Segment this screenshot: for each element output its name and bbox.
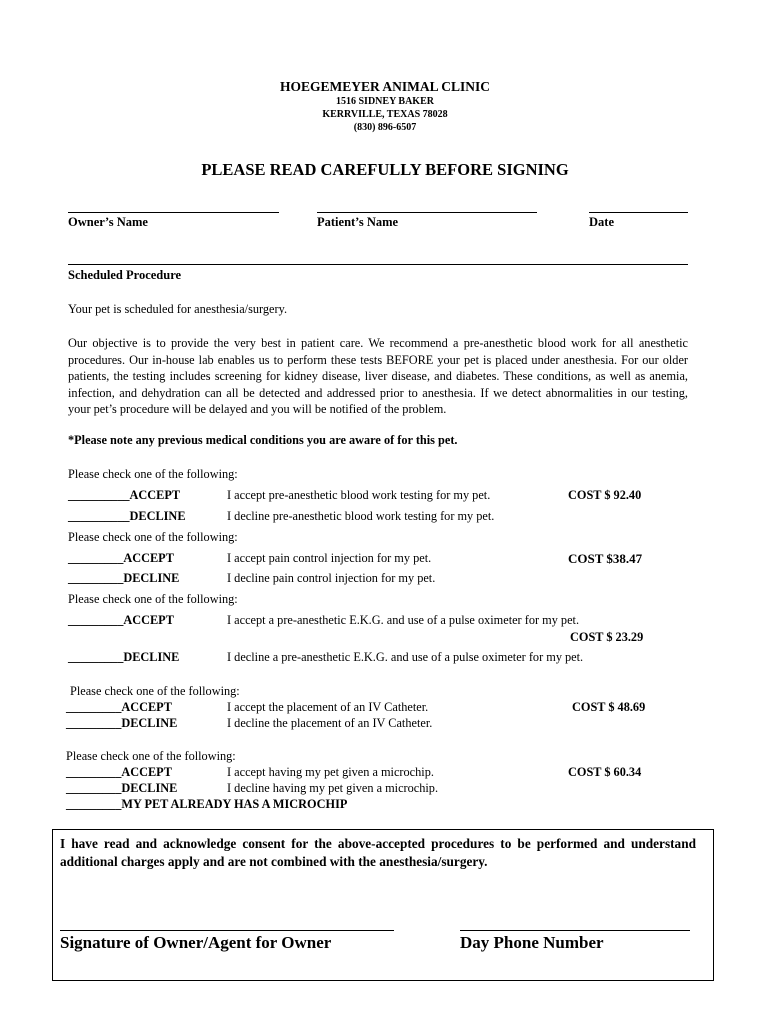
check-prompt-blood: Please check one of the following:	[68, 467, 238, 481]
ekg-accept-text: I accept a pre-anesthetic E.K.G. and use of a pulse oximeter for my pet.	[227, 613, 580, 627]
medical-note: *Please note any previous medical conditions you are aware of for this pet.	[68, 433, 458, 447]
procedure-label: Scheduled Procedure	[68, 268, 182, 282]
blood-decline-text: I decline pre-anesthetic blood work testing for my pet.	[227, 509, 495, 523]
owner-name-label: Owner’s Name	[68, 215, 148, 229]
iv-decline-label: _________DECLINE	[66, 716, 178, 730]
check-prompt-iv: Please check one of the following:	[70, 684, 240, 698]
date-label: Date	[589, 215, 614, 229]
ekg-accept-option[interactable]	[68, 613, 174, 628]
chip-cost: COST $ 60.34	[568, 765, 642, 779]
iv-accept-option[interactable]	[66, 700, 172, 715]
clinic-phone: (830) 896-6507	[353, 122, 417, 133]
blood-accept-label: __________ACCEPT	[68, 488, 181, 502]
pain-decline-text: I decline pain control injection for my pet.	[227, 571, 436, 585]
patient-name-line[interactable]	[317, 212, 537, 213]
check-prompt-pain: Please check one of the following:	[68, 530, 238, 544]
ekg-cost: COST $ 23.29	[570, 630, 644, 644]
ekg-accept-label: _________ACCEPT	[68, 613, 174, 627]
blood-decline-label: __________DECLINE	[68, 509, 186, 523]
patient-name-label: Patient’s Name	[317, 215, 399, 229]
pain-decline-label: _________DECLINE	[68, 571, 180, 585]
procedure-line[interactable]	[68, 264, 688, 265]
pain-decline-option[interactable]	[68, 571, 179, 586]
chip-already-option[interactable]	[66, 797, 347, 812]
chip-decline-label: _________DECLINE	[66, 781, 178, 795]
phone-label: Day Phone Number	[460, 933, 604, 952]
iv-accept-label: _________ACCEPT	[66, 700, 172, 714]
chip-decline-option[interactable]	[66, 781, 177, 796]
notice-heading: PLEASE READ CAREFULLY BEFORE SIGNING	[201, 160, 569, 179]
pain-accept-label: _________ACCEPT	[68, 551, 174, 565]
iv-cost: COST $ 48.69	[572, 700, 646, 714]
iv-decline-text: I decline the placement of an IV Catheter.	[227, 716, 433, 730]
chip-accept-label: _________ACCEPT	[66, 765, 172, 779]
intro-text: Your pet is scheduled for anesthesia/surgery.	[68, 302, 288, 316]
clinic-city: KERRVILLE, TEXAS 78028	[322, 109, 448, 120]
check-prompt-ekg: Please check one of the following:	[68, 592, 238, 606]
blood-accept-text: I accept pre-anesthetic blood work testing for my pet.	[227, 488, 491, 502]
chip-accept-option[interactable]	[66, 765, 172, 780]
pain-cost: COST $38.47	[568, 551, 643, 566]
ekg-decline-label: _________DECLINE	[68, 650, 180, 664]
date-line[interactable]	[589, 212, 688, 213]
chip-decline-text: I decline having my pet given a microchip.	[227, 781, 439, 795]
chip-already-label: _________MY PET ALREADY HAS A MICROCHIP	[66, 797, 348, 811]
phone-line[interactable]	[460, 930, 690, 931]
iv-accept-text: I accept the placement of an IV Catheter.	[227, 700, 429, 714]
blood-cost: COST $ 92.40	[568, 488, 642, 502]
signature-label: Signature of Owner/Agent for Owner	[60, 933, 332, 952]
ekg-decline-option[interactable]	[68, 650, 179, 665]
chip-accept-text: I accept having my pet given a microchip.	[227, 765, 434, 779]
consent-text: I have read and acknowledge consent for the above-accepted procedures to be performed and understand additional charges apply and are not combined with the anesthesia/surgery.	[60, 836, 696, 869]
ekg-decline-text: I decline a pre-anesthetic E.K.G. and use of a pulse oximeter for my pet.	[227, 650, 584, 664]
pain-accept-option[interactable]	[68, 551, 174, 566]
iv-decline-option[interactable]	[66, 716, 177, 731]
blood-accept-option[interactable]	[68, 488, 180, 503]
check-prompt-chip: Please check one of the following:	[66, 749, 236, 763]
objective-paragraph: Our objective is to provide the very best in patient care. We recommend a pre-anesthetic blood work for all anesthetic procedures. Our in-house lab enables us to perform these tests BEFORE your pet is placed under anesthesia. For our older patients, the testing includes screening for kidney disease, liver disease, and diabetes. These conditions, as well as anemia, infection, and dehydration can all be detected and addressed prior to anesthesia. If we detect abnormalities in our testing, your pet’s procedure will be delayed and you will be notified of the problem.	[68, 336, 688, 416]
clinic-street: 1516 SIDNEY BAKER	[336, 96, 434, 107]
blood-decline-option[interactable]	[68, 509, 186, 524]
pain-accept-text: I accept pain control injection for my pet.	[227, 551, 432, 565]
signature-line[interactable]	[60, 930, 394, 931]
owner-name-line[interactable]	[68, 212, 279, 213]
clinic-name: HOEGEMEYER ANIMAL CLINIC	[279, 79, 491, 94]
